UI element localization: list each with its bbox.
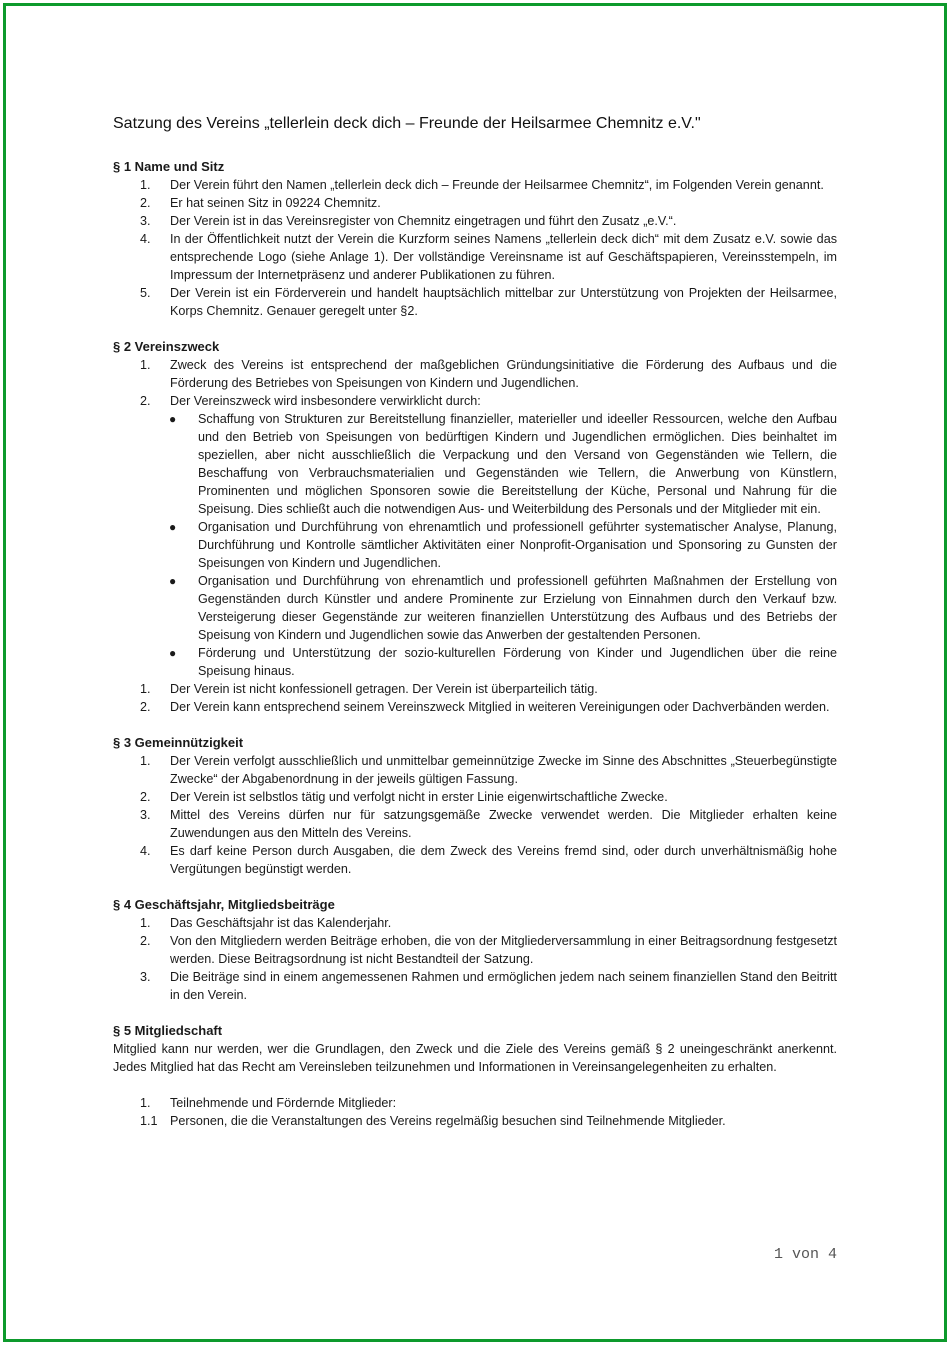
item-number: 2. xyxy=(140,196,151,210)
bullet-text: Schaffung von Strukturen zur Bereitstellung finanzieller, materieller und ideeller Ressourcen, welche den Aufbau und den Betrieb von Speisungen von bedürftigen Kindern und Jugendlichen ermöglichen. Dies beinhaltet im speziellen, aber nicht ausschließlich die Verpackung und den Versand von Gegenständen wie Tellern, die Beschaffung von Verbrauchsmaterialien und Gegenständen wie Tellern, die Anwerbung von Künstlern, Prominenten und möglichen Sponsoren sowie die Bereitstellung der Küche, Personal und Nahrung für die Speisung. Dies schließt auch die notwendigen Aus- und Weiterbildung des Personals und der Mitglieder mit ein. xyxy=(198,412,837,516)
list-item xyxy=(113,194,837,212)
section-vereinszweck xyxy=(113,338,837,716)
item-number: 4. xyxy=(140,844,151,858)
section-heading: § 3 Gemeinnützigkeit xyxy=(113,735,244,750)
bullet-list xyxy=(113,410,837,680)
section-list xyxy=(113,680,837,716)
list-item xyxy=(113,1112,837,1130)
item-number: 3. xyxy=(140,808,151,822)
item-number: 5. xyxy=(140,286,151,300)
section-heading: § 1 Name und Sitz xyxy=(113,159,225,174)
item-text: Der Verein ist selbstlos tätig und verfolgt nicht in erster Linie eigenwirtschaftliche Zwecke. xyxy=(170,790,668,804)
section-mitgliedschaft xyxy=(113,1022,837,1130)
list-item xyxy=(113,356,837,392)
item-number: 2. xyxy=(140,934,151,948)
item-number: 1. xyxy=(140,1096,151,1110)
document-body xyxy=(113,114,837,1148)
item-number: 2. xyxy=(140,790,151,804)
bullet-item xyxy=(113,572,837,644)
list-item xyxy=(113,842,837,878)
bullet-text: Förderung und Unterstützung der sozio-kulturellen Förderung von Kinder und Jugendlichen über die reine Speisung hinaus. xyxy=(198,646,837,678)
item-text: Mittel des Vereins dürfen nur für satzungsgemäße Zwecke verwendet werden. Die Mitglieder erhalten keine Zuwendungen aus den Mitteln des Vereins. xyxy=(170,808,837,840)
section-heading: § 5 Mitgliedschaft xyxy=(113,1023,223,1038)
item-number: 1. xyxy=(140,754,151,768)
section-list xyxy=(113,914,837,1004)
item-text: Der Verein kann entsprechend seinem Vereinszweck Mitglied in weiteren Vereinigungen oder Dachverbänden werden. xyxy=(170,700,830,714)
item-text: Der Verein verfolgt ausschließlich und unmittelbar gemeinnützige Zwecke im Sinne des Abschnittes „Steuerbegünstigte Zwecke“ der Abgabenordnung in der jeweils gültigen Fassung. xyxy=(170,754,837,786)
item-text: Der Vereinszweck wird insbesondere verwirklicht durch: xyxy=(170,394,481,408)
bullet-text: Organisation und Durchführung von ehrenamtlich und professionell geführten Maßnahmen der Erstellung von Gegenständen durch Künstler und andere Prominente zur Erzielung von Einnahmen durch den Verkauf bzw. Versteigerung dieser Gegenstände zur weiteren finanziellen Unterstützung des Aufbaus und des Betriebs der Speisung von Kindern und Jugendlichen sowie das Anwerben der gestaltenden Personen. xyxy=(198,574,837,642)
list-item xyxy=(113,968,837,1004)
item-text: Der Verein ist nicht konfessionell getragen. Der Verein ist überparteilich tätig. xyxy=(170,682,598,696)
item-number: 1. xyxy=(140,358,151,372)
list-item xyxy=(113,932,837,968)
item-number: 2. xyxy=(140,394,151,408)
item-text: Er hat seinen Sitz in 09224 Chemnitz. xyxy=(170,196,381,210)
section-geschaeftsjahr xyxy=(113,896,837,1004)
item-text: In der Öffentlichkeit nutzt der Verein die Kurzform seines Namens „tellerlein deck dich“ mit dem Zusatz e.V. sowie das entsprechende Logo (siehe Anlage 1). Der vollständige Vereinsname ist auf Geschäftspapieren, Vereinsstempeln, im Impressum der Internetpräsenz und anderer Publikationen zu führen. xyxy=(170,232,837,282)
item-number: 1.1 xyxy=(140,1114,158,1128)
item-text: Der Verein ist in das Vereinsregister von Chemnitz eingetragen und führt den Zusatz „e.V.“. xyxy=(170,214,677,228)
item-number: 3. xyxy=(140,970,151,984)
bullet-item xyxy=(113,518,837,572)
item-text: Der Verein führt den Namen „tellerlein deck dich – Freunde der Heilsarmee Chemnitz“, im Folgenden Verein genannt. xyxy=(170,178,824,192)
item-text: Zweck des Vereins ist entsprechend der maßgeblichen Gründungsinitiative die Förderung des Aufbaus und die Förderung des Betriebes von Speisungen von Kindern und Jugendlichen. xyxy=(170,358,837,390)
section-list xyxy=(113,176,837,320)
list-item xyxy=(113,392,837,410)
item-text: Von den Mitgliedern werden Beiträge erhoben, die von der Mitgliederversammlung in einer Beitragsordnung festgesetzt werden. Diese Beitragsordnung ist nicht Bestandteil der Satzung. xyxy=(170,934,837,966)
bullet-icon: ● xyxy=(169,520,177,534)
item-text: Der Verein ist ein Förderverein und handelt hauptsächlich mittelbar zur Unterstützung von Projekten der Heilsarmee, Korps Chemnitz. Genauer geregelt unter §2. xyxy=(170,286,837,318)
bullet-icon: ● xyxy=(169,646,177,660)
bullet-icon: ● xyxy=(169,412,177,426)
item-text: Die Beiträge sind in einem angemessenen Rahmen und ermöglichen jedem nach seinem finanziellen Stand den Beitritt in den Verein. xyxy=(170,970,837,1002)
section-paragraph: Mitglied kann nur werden, wer die Grundlagen, den Zweck und die Ziele des Vereins gemäß § 2 uneingeschränkt anerkennt. Jedes Mitglied hat das Recht am Vereinsleben teilzunehmen und Informationen in Vereinsangelegenheiten zu erhalten. xyxy=(113,1042,837,1074)
item-text: Das Geschäftsjahr ist das Kalenderjahr. xyxy=(170,916,392,930)
item-text: Es darf keine Person durch Ausgaben, die dem Zweck des Vereins fremd sind, oder durch unverhältnismäßig hohe Vergütungen begünstigt werden. xyxy=(170,844,837,876)
section-name-und-sitz xyxy=(113,158,837,320)
list-item xyxy=(113,230,837,284)
item-number: 2. xyxy=(140,700,151,714)
item-text: Teilnehmende und Fördernde Mitglieder: xyxy=(170,1096,397,1110)
list-item xyxy=(113,806,837,842)
section-list xyxy=(113,356,837,410)
bullet-item xyxy=(113,644,837,680)
list-item xyxy=(113,284,837,320)
section-heading: § 4 Geschäftsjahr, Mitgliedsbeiträge xyxy=(113,897,335,912)
item-number: 1. xyxy=(140,178,151,192)
list-item xyxy=(113,212,837,230)
list-item xyxy=(113,176,837,194)
item-number: 1. xyxy=(140,682,151,696)
list-item xyxy=(113,698,837,716)
section-list xyxy=(113,1094,837,1130)
list-item xyxy=(113,1094,837,1112)
item-number: 3. xyxy=(140,214,151,228)
bullet-icon: ● xyxy=(169,574,177,588)
item-text: Personen, die die Veranstaltungen des Vereins regelmäßig besuchen sind Teilnehmende Mitglieder. xyxy=(170,1114,726,1128)
section-gemeinnuetzigkeit xyxy=(113,734,837,878)
list-item xyxy=(113,680,837,698)
item-number: 1. xyxy=(140,916,151,930)
paragraph-spacer xyxy=(113,1076,837,1094)
list-item xyxy=(113,788,837,806)
page-number: 1 von 4 xyxy=(773,1246,837,1263)
item-number: 4. xyxy=(140,232,151,246)
list-item xyxy=(113,914,837,932)
bullet-text: Organisation und Durchführung von ehrenamtlich und professionell geführter systematischer Analyse, Planung, Durchführung und Kontrolle sämtlicher Aktivitäten einer Nonprofit-Organisation und Sponsoring zu Gunsten der Speisungen von Kindern und Jugendlichen. xyxy=(198,520,837,570)
bullet-item xyxy=(113,410,837,518)
section-heading: § 2 Vereinszweck xyxy=(113,339,220,354)
document-title: Satzung des Vereins „tellerlein deck dich – Freunde der Heilsarmee Chemnitz e.V." xyxy=(113,115,701,132)
list-item xyxy=(113,752,837,788)
section-list xyxy=(113,752,837,878)
